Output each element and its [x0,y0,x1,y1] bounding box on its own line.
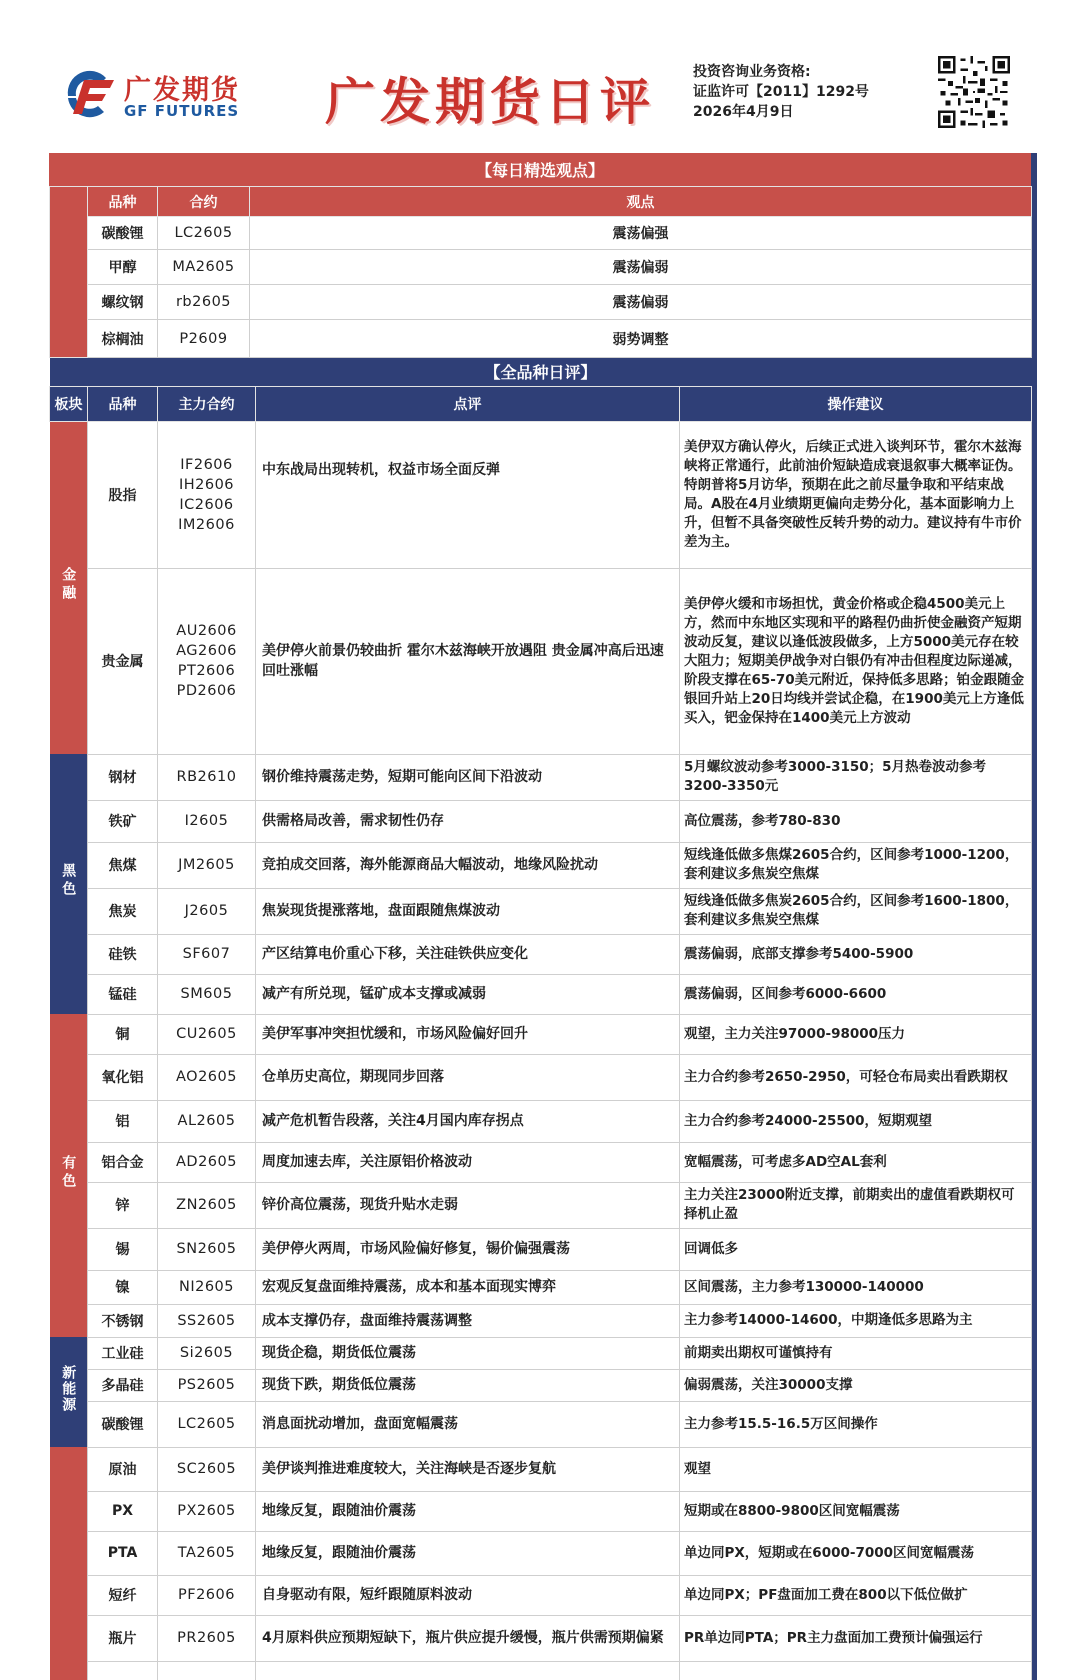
column-header: 板块 [50,386,88,421]
variety-cell: 原油 [88,1447,158,1491]
comment-cell: 现货下跌，期货低位震荡 [256,1369,680,1401]
full-review-title-row [50,358,1032,386]
view-cell: 弱势调整 [250,320,1032,358]
advice-cell: 区间震荡，主力参考130000-140000 [680,1270,1032,1304]
contract-cell: PR2605 [158,1615,256,1661]
logo-english-text: GF FUTURES [124,102,240,120]
contract-cell: Si2605 [158,1337,256,1369]
table-row [50,1270,1032,1304]
variety-cell: 铁矿 [88,800,158,842]
variety-cell: 锌 [88,1182,158,1228]
variety-cell: 贵金属 [88,568,158,754]
advice-cell: 5月螺纹波动参考3000-3150；5月热卷波动参考3200-3350元 [680,754,1032,800]
table-row [50,568,1032,754]
column-header: 主力合约 [158,386,256,421]
table-row [50,1182,1032,1228]
table-row [50,1401,1032,1447]
column-header: 点评 [256,386,680,421]
variety-cell: PTA [88,1531,158,1575]
variety-cell: 股指 [88,421,158,568]
full-header-row [50,386,1032,421]
table-row [50,1447,1032,1491]
variety-cell: 铝 [88,1100,158,1142]
advice-cell: 观望，主力关注97000-98000压力 [680,1014,1032,1054]
report-date: 2026年4月9日 [693,104,794,120]
table-row [50,1014,1032,1054]
advice-cell: 观望 [680,1447,1032,1491]
table-row [50,1054,1032,1100]
contract-cell: I2605 [158,800,256,842]
comment-cell: 供需格局改善，需求韧性仍存 [256,800,680,842]
variety-cell: 碳酸锂 [88,1401,158,1447]
sector-label: 有色 [60,1154,77,1191]
table-row [50,320,1032,358]
contract-cell: ZN2605 [158,1182,256,1228]
variety-cell: 硅铁 [88,934,158,974]
view-cell: 震荡偏弱 [250,250,1032,285]
comment-cell: 自身驱动有限，短纤跟随原料波动 [256,1575,680,1615]
contract-cell: TA2605 [158,1531,256,1575]
column-header: 合约 [158,187,250,217]
variety-cell: 焦炭 [88,888,158,934]
comment-cell: 4月原料供应预期短缺下，瓶片供应提升缓慢，瓶片供需预期偏紧 [256,1615,680,1661]
contract-cell: PX2605 [158,1491,256,1531]
advice-cell: 短期或在8800-9800区间宽幅震荡 [680,1491,1032,1531]
contract-cell: rb2605 [158,285,250,320]
comment-cell: 减产有所兑现，锰矿成本支撑或减弱 [256,974,680,1014]
contract-cell: J2605 [158,888,256,934]
contract-code: IC2606 [179,496,234,513]
table-row [50,974,1032,1014]
comment-cell: 美伊军事冲突担忧缓和，市场风险偏好回升 [256,1014,680,1054]
variety-cell: 短纤 [88,1575,158,1615]
contract-cell: SN2605 [158,1228,256,1270]
table-row [50,1575,1032,1615]
contract-code: IM2606 [178,516,235,533]
gf-futures-logo [60,66,250,122]
contract-cell: AO2605 [158,1054,256,1100]
report-tables [49,153,1037,1680]
table-row [50,285,1032,320]
contract-cell: LC2605 [158,1401,256,1447]
selected-gutter [50,187,88,358]
advice-cell: 主力参考14000-14600，中期逢低多思路为主 [680,1304,1032,1337]
report-header [0,0,1073,150]
table-row [50,421,1032,568]
empty-cell [256,1661,680,1680]
sector-energy-chemical [50,1447,88,1680]
variety-cell: 铝合金 [88,1142,158,1182]
empty-cell [158,1661,256,1680]
advice-cell: PR单边同PTA；PR主力盘面加工费预计偏强运行 [680,1615,1032,1661]
contract-code: PD2606 [176,683,237,699]
contract-cell: AL2605 [158,1100,256,1142]
table-row [50,1615,1032,1661]
contract-cell: NI2605 [158,1270,256,1304]
column-header: 品种 [88,386,158,421]
comment-cell: 焦炭现货提涨落地，盘面跟随焦煤波动 [256,888,680,934]
contract-cell: SS2605 [158,1304,256,1337]
comment-cell: 消息面扰动增加，盘面宽幅震荡 [256,1401,680,1447]
variety-cell: 焦煤 [88,842,158,888]
comment-cell: 宏观反复盘面维持震荡，成本和基本面现实博弈 [256,1270,680,1304]
table-row [50,1661,1032,1680]
comment-cell: 减产危机暂告段落，关注4月国内库存拐点 [256,1100,680,1142]
table-row [50,1369,1032,1401]
table-row [50,1304,1032,1337]
advice-cell: 宽幅震荡，可考虑多AD空AL套利 [680,1142,1032,1182]
contract-code: IH2606 [178,476,235,493]
advice-cell: 震荡偏弱，底部支撑参考5400-5900 [680,934,1032,974]
advice-cell: 前期卖出期权可谨慎持有 [680,1337,1032,1369]
contract-code: IF2606 [180,456,233,473]
comment-cell: 仓单历史高位，期现同步回落 [256,1054,680,1100]
contract-cell: MA2605 [158,250,250,285]
contract-cell: SC2605 [158,1447,256,1491]
comment-cell: 美伊停火前景仍较曲折 霍尔木兹海峡开放遇阻 贵金属冲高后迅速回吐涨幅 [256,568,680,754]
variety-cell: 镍 [88,1270,158,1304]
advice-cell: 短线逢低做多焦煤2605合约，区间参考1000-1200，套利建议多焦炭空焦煤 [680,842,1032,888]
license-line: 证监许可【2011】1292号 [693,84,869,100]
advice-cell: 偏弱震荡，关注30000支撑 [680,1369,1032,1401]
sector-label: 黑色 [60,863,77,899]
view-cell: 震荡偏强 [250,217,1032,250]
contract-cell: LC2605 [158,217,250,250]
table-row [50,1100,1032,1142]
contract-cell: PS2605 [158,1369,256,1401]
variety-cell: PX [88,1491,158,1531]
column-header: 操作建议 [680,386,1032,421]
contract-cell [158,421,256,568]
advice-cell: 美伊双方确认停火，后续正式进入谈判环节，霍尔木兹海峡将正常通行，此前油价短缺造成衰退叙事大概率证伪。特朗普将5月访华，预期在此之前尽量争取和平结束战局。A股在4月业绩期更偏向走势分化，基本面影响力上升，但暂不具备突破性反转升势的动力。建议持有牛市价差为主。 [680,421,1032,568]
comment-cell: 美伊谈判推进难度较大，关注海峡是否逐步复航 [256,1447,680,1491]
variety-cell: 甲醇 [88,250,158,285]
comment-cell: 现货企稳，期货低位震荡 [256,1337,680,1369]
selected-views-title: 【每日精选观点】 [49,153,1031,186]
sector-nonferrous [50,1014,88,1337]
license-info [693,62,869,122]
table-row [50,1491,1032,1531]
gf-logo-mark-icon [60,66,118,122]
variety-cell: 多晶硅 [88,1369,158,1401]
advice-cell: 主力参考15.5-16.5万区间操作 [680,1401,1032,1447]
variety-cell: 工业硅 [88,1337,158,1369]
variety-cell: 锡 [88,1228,158,1270]
selected-views-title-row [49,153,1031,186]
qr-code-icon [938,56,1010,128]
full-review-title: 【全品种日评】 [50,358,1032,386]
contract-cell: JM2605 [158,842,256,888]
variety-cell: 氧化铝 [88,1054,158,1100]
selected-views-body [49,186,1032,358]
report-title: 广发期货日评 [325,73,655,131]
full-review-table [49,358,1032,1680]
comment-cell: 钢价维持震荡走势，短期可能向区间下沿波动 [256,754,680,800]
table-row [50,1337,1032,1369]
table-row [50,1142,1032,1182]
contract-cell: P2609 [158,320,250,358]
variety-cell: 螺纹钢 [88,285,158,320]
comment-cell: 产区结算电价重心下移，关注硅铁供应变化 [256,934,680,974]
empty-cell [680,1661,1032,1680]
sector-label: 新能源 [60,1365,77,1413]
advice-cell: 高位震荡，参考780-830 [680,800,1032,842]
empty-cell [88,1661,158,1680]
comment-cell: 锌价高位震荡，现货升贴水走弱 [256,1182,680,1228]
license-line: 投资咨询业务资格: [693,64,811,80]
comment-cell: 竞拍成交回落，海外能源商品大幅波动，地缘风险扰动 [256,842,680,888]
contract-cell: PF2606 [158,1575,256,1615]
table-row [50,1228,1032,1270]
table-row [50,934,1032,974]
table-row [50,842,1032,888]
variety-cell: 棕榈油 [88,320,158,358]
comment-cell: 美伊停火两周，市场风险偏好修复，锡价偏强震荡 [256,1228,680,1270]
variety-cell: 铜 [88,1014,158,1054]
sector-finance [50,421,88,754]
column-header: 观点 [250,187,1032,217]
advice-cell: 短线逢低做多焦炭2605合约，区间参考1600-1800，套利建议多焦炭空焦煤 [680,888,1032,934]
advice-cell: 主力合约参考24000-25500，短期观望 [680,1100,1032,1142]
advice-cell: 主力合约参考2650-2950，可轻仓布局卖出看跌期权 [680,1054,1032,1100]
advice-cell: 回调低多 [680,1228,1032,1270]
contract-cell: SF607 [158,934,256,974]
variety-cell: 不锈钢 [88,1304,158,1337]
comment-cell: 成本支撑仍存，盘面维持震荡调整 [256,1304,680,1337]
sector-label: 金融 [60,566,77,603]
comment-cell: 周度加速去库，关注原铝价格波动 [256,1142,680,1182]
selected-views-table [49,153,1031,186]
contract-code: PT2606 [177,663,236,679]
table-row [50,888,1032,934]
contract-code: AG2606 [176,643,237,659]
comment-cell: 地缘反复，跟随油价震荡 [256,1491,680,1531]
advice-cell: 主力关注23000附近支撑，前期卖出的虚值看跌期权可择机止盈 [680,1182,1032,1228]
view-cell: 震荡偏弱 [250,285,1032,320]
sector-new-energy [50,1337,88,1447]
comment-cell: 中东战局出现转机，权益市场全面反弹 [256,421,680,568]
variety-cell: 碳酸锂 [88,217,158,250]
advice-cell: 美伊停火缓和市场担忧，黄金价格或企稳4500美元上方，然而中东地区实现和平的路程仍曲折使金融资产短期波动反复，建议以逢低波段做多，上方5000美元存在较大阻力；短期美伊战争对白银仍有冲击但程度边际递减，阶段支撑在65-70美元附近，保持低多思路；铂金跟随金银回升站上20日均线并尝试企稳，在1900美元上方逢低买入，钯金保持在1400美元上方波动 [680,568,1032,754]
table-row [50,217,1032,250]
table-row [50,800,1032,842]
advice-cell: 震荡偏弱，区间参考6000-6600 [680,974,1032,1014]
variety-cell: 钢材 [88,754,158,800]
sector-black [50,754,88,1014]
variety-cell: 锰硅 [88,974,158,1014]
variety-cell: 瓶片 [88,1615,158,1661]
contract-cell [158,568,256,754]
advice-cell: 单边同PX，短期或在6000-7000区间宽幅震荡 [680,1531,1032,1575]
selected-header-row [50,187,1032,217]
contract-code: AU2606 [176,623,237,639]
column-header: 品种 [88,187,158,217]
table-row [50,754,1032,800]
table-row [50,250,1032,285]
contract-cell: AD2605 [158,1142,256,1182]
contract-cell: RB2610 [158,754,256,800]
contract-cell: CU2605 [158,1014,256,1054]
table-row [50,1531,1032,1575]
contract-cell: SM605 [158,974,256,1014]
advice-cell: 单边同PX；PF盘面加工费在800以下低位做扩 [680,1575,1032,1615]
comment-cell: 地缘反复，跟随油价震荡 [256,1531,680,1575]
logo-chinese-text: 广发期货 [124,75,240,106]
